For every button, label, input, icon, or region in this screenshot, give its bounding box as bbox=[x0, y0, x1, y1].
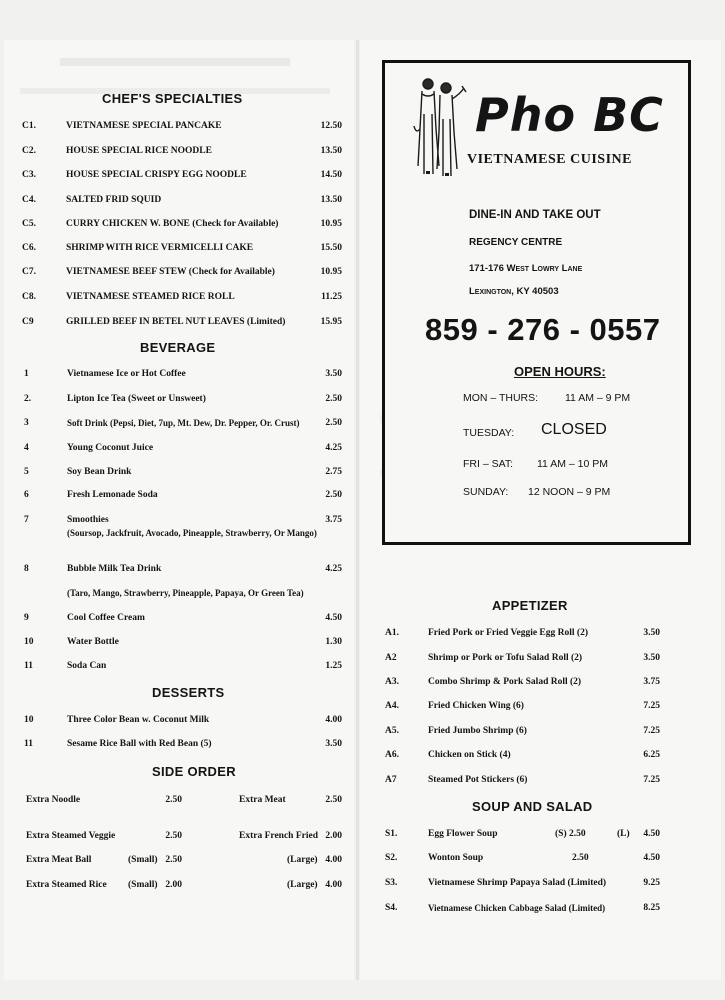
side-size: (Small) bbox=[128, 880, 158, 890]
item-name: Sesame Rice Ball with Red Bean (5) bbox=[67, 739, 212, 749]
chef-specialties-title: CHEF'S SPECIALTIES bbox=[102, 91, 243, 106]
item-name: Fried Jumbo Shrimp (6) bbox=[428, 726, 527, 736]
item-name: HOUSE SPECIAL CRISPY EGG NOODLE bbox=[66, 170, 247, 180]
item-options: (Taro, Mango, Strawberry, Pineapple, Papaya, Or Green Tea) bbox=[67, 588, 304, 598]
item-code: 7 bbox=[24, 515, 29, 525]
side-price: 2.50 bbox=[165, 795, 182, 805]
item-price: 4.25 bbox=[325, 564, 342, 574]
item-name: VIETNAMESE STEAMED RICE ROLL bbox=[66, 292, 235, 302]
item-code: C5. bbox=[22, 219, 36, 229]
item-name: VIETNAMESE BEEF STEW (Check for Available) bbox=[66, 267, 275, 277]
item-code: 5 bbox=[24, 467, 29, 477]
soup-salad-title: SOUP AND SALAD bbox=[472, 799, 593, 814]
item-price: 3.75 bbox=[325, 515, 342, 525]
item-code: 2. bbox=[24, 394, 32, 404]
side-size: (Large) bbox=[287, 880, 318, 890]
item-name: Shrimp or Pork or Tofu Salad Roll (2) bbox=[428, 653, 583, 663]
item-small-price: 2.50 bbox=[572, 853, 589, 863]
item-small-price: (S) 2.50 bbox=[555, 829, 586, 839]
item-code: C2. bbox=[22, 146, 36, 156]
item-price: 6.25 bbox=[643, 750, 660, 760]
item-code: A7 bbox=[385, 775, 397, 785]
item-price: 9.25 bbox=[643, 878, 660, 888]
item-price: 3.50 bbox=[325, 739, 342, 749]
item-code: S4. bbox=[385, 903, 398, 913]
item-name: CURRY CHICKEN W. BONE (Check for Available) bbox=[66, 219, 279, 229]
item-name: Vietnamese Ice or Hot Coffee bbox=[67, 369, 186, 379]
item-name: HOUSE SPECIAL RICE NOODLE bbox=[66, 146, 212, 156]
item-price: 2.75 bbox=[325, 467, 342, 477]
item-code: 10 bbox=[24, 715, 34, 725]
item-price: 1.25 bbox=[325, 661, 342, 671]
item-code: C4. bbox=[22, 195, 36, 205]
hours-time: 11 AM – 9 PM bbox=[565, 392, 631, 404]
item-price: 12.50 bbox=[320, 121, 342, 131]
city-address: Lexington, KY 40503 bbox=[469, 286, 559, 297]
item-price: 3.50 bbox=[643, 653, 660, 663]
hours-day: TUESDAY: bbox=[463, 427, 515, 439]
item-name: SHRIMP WITH RICE VERMICELLI CAKE bbox=[66, 243, 254, 253]
item-name: Young Coconut Juice bbox=[67, 443, 154, 453]
item-name: Lipton Ice Tea (Sweet or Unsweet) bbox=[67, 394, 206, 404]
side-name: Extra Steamed Veggie bbox=[26, 831, 116, 841]
item-code: 3 bbox=[24, 418, 29, 428]
item-code: S1. bbox=[385, 829, 398, 839]
item-name: Combo Shrimp & Pork Salad Roll (2) bbox=[428, 677, 582, 687]
side-price: 2.00 bbox=[325, 831, 342, 841]
item-code: 11 bbox=[24, 739, 33, 749]
item-name: Bubble Milk Tea Drink bbox=[67, 564, 162, 574]
item-code: A6. bbox=[385, 750, 399, 760]
beverage-title: BEVERAGE bbox=[140, 340, 216, 355]
item-price: 2.50 bbox=[325, 490, 342, 500]
item-name: Three Color Bean w. Coconut Milk bbox=[67, 715, 210, 725]
desserts-title: DESSERTS bbox=[152, 685, 225, 700]
item-name: Fresh Lemonade Soda bbox=[67, 490, 158, 500]
item-code: 11 bbox=[24, 661, 33, 671]
side-size: (Large) bbox=[287, 855, 318, 865]
item-price: 14.50 bbox=[320, 170, 342, 180]
item-name: Wonton Soup bbox=[428, 853, 484, 863]
item-price: 15.95 bbox=[320, 317, 342, 327]
item-code: C8. bbox=[22, 292, 36, 302]
service-line: DINE-IN AND TAKE OUT bbox=[469, 209, 601, 221]
item-price: 7.25 bbox=[643, 775, 660, 785]
centre-name: REGENCY CENTRE bbox=[469, 237, 563, 248]
item-price: 3.50 bbox=[643, 628, 660, 638]
item-name: Fried Chicken Wing (6) bbox=[428, 701, 524, 711]
hours-time: 12 NOON – 9 PM bbox=[528, 486, 611, 498]
item-price: 2.50 bbox=[325, 394, 342, 404]
item-options: (Soursop, Jackfruit, Avocado, Pineapple, Strawberry, Or Mango) bbox=[67, 528, 317, 538]
item-code: C3. bbox=[22, 170, 36, 180]
fold-line bbox=[356, 40, 359, 980]
item-code: S3. bbox=[385, 878, 398, 888]
hours-day: FRI – SAT: bbox=[463, 458, 513, 470]
side-price: 4.00 bbox=[325, 855, 342, 865]
phone-number[interactable]: 859 - 276 - 0557 bbox=[425, 312, 661, 347]
item-price: 2.50 bbox=[325, 418, 342, 428]
item-code: C1. bbox=[22, 121, 36, 131]
item-name: Soft Drink (Pepsi, Diet, 7up, Mt. Dew, Dr. Pepper, Or. Crust) bbox=[67, 418, 300, 428]
street-address: 171-176 West Lowry Lane bbox=[469, 263, 583, 274]
side-price: 2.50 bbox=[165, 855, 182, 865]
item-price: 13.50 bbox=[320, 195, 342, 205]
item-code: A3. bbox=[385, 677, 399, 687]
item-code: 4 bbox=[24, 443, 29, 453]
cuisine-subtitle: VIETNAMESE CUISINE bbox=[467, 152, 632, 167]
side-order-title: SIDE ORDER bbox=[152, 764, 236, 779]
item-name: Soda Can bbox=[67, 661, 107, 671]
item-price: 10.95 bbox=[320, 267, 342, 277]
item-name: Vietnamese Shrimp Papaya Salad (Limited) bbox=[428, 878, 607, 888]
item-price: 3.75 bbox=[643, 677, 660, 687]
item-name: GRILLED BEEF IN BETEL NUT LEAVES (Limited) bbox=[66, 317, 286, 327]
restaurant-logo: Pho BC bbox=[475, 88, 664, 142]
item-large-label: (L) bbox=[617, 829, 630, 839]
side-name: Extra French Fried bbox=[239, 831, 318, 841]
item-code: A2 bbox=[385, 653, 397, 663]
side-price: 2.50 bbox=[325, 795, 342, 805]
item-name: Water Bottle bbox=[67, 637, 119, 647]
hours-time: 11 AM – 10 PM bbox=[537, 458, 609, 470]
side-size: (Small) bbox=[128, 855, 158, 865]
item-name: Steamed Pot Stickers (6) bbox=[428, 775, 528, 785]
item-price: 1.30 bbox=[325, 637, 342, 647]
hours-day: SUNDAY: bbox=[463, 486, 509, 498]
item-price: 3.50 bbox=[325, 369, 342, 379]
item-name: Vietnamese Chicken Cabbage Salad (Limited) bbox=[428, 903, 606, 913]
side-name: Extra Steamed Rice bbox=[26, 880, 107, 890]
item-price: 15.50 bbox=[320, 243, 342, 253]
item-code: C7. bbox=[22, 267, 36, 277]
side-name: Extra Meat Ball bbox=[26, 855, 92, 865]
item-price: 7.25 bbox=[643, 726, 660, 736]
side-price: 4.00 bbox=[325, 880, 342, 890]
two-ladies-ao-dai-icon bbox=[412, 74, 468, 178]
side-name: Extra Meat bbox=[239, 795, 286, 805]
item-price: 4.50 bbox=[325, 613, 342, 623]
item-code: A1. bbox=[385, 628, 399, 638]
item-code: 6 bbox=[24, 490, 29, 500]
item-price: 4.25 bbox=[325, 443, 342, 453]
open-hours-title: OPEN HOURS: bbox=[514, 364, 606, 379]
hours-day: MON – THURS: bbox=[463, 392, 539, 404]
item-price: 11.25 bbox=[321, 292, 342, 302]
item-code: 10 bbox=[24, 637, 34, 647]
item-code: A5. bbox=[385, 726, 399, 736]
item-name: Egg Flower Soup bbox=[428, 829, 498, 839]
side-price: 2.00 bbox=[165, 880, 182, 890]
appetizer-title: APPETIZER bbox=[492, 598, 568, 613]
item-code: 9 bbox=[24, 613, 29, 623]
item-code: 8 bbox=[24, 564, 29, 574]
item-name: SALTED FRID SQUID bbox=[66, 195, 162, 205]
item-name: VIETNAMESE SPECIAL PANCAKE bbox=[66, 121, 222, 131]
item-code: 1 bbox=[24, 369, 29, 379]
item-code: S2. bbox=[385, 853, 398, 863]
item-name: Soy Bean Drink bbox=[67, 467, 132, 477]
item-price: 8.25 bbox=[643, 903, 660, 913]
item-price: 4.50 bbox=[643, 853, 660, 863]
hours-time: CLOSED bbox=[541, 421, 607, 438]
item-price: 7.25 bbox=[643, 701, 660, 711]
item-price: 13.50 bbox=[320, 146, 342, 156]
item-name: Smoothies bbox=[67, 515, 109, 525]
item-name: Cool Coffee Cream bbox=[67, 613, 145, 623]
item-code: C9 bbox=[22, 317, 34, 327]
item-code: C6. bbox=[22, 243, 36, 253]
item-name: Fried Pork or Fried Veggie Egg Roll (2) bbox=[428, 628, 588, 638]
side-name: Extra Noodle bbox=[26, 795, 81, 805]
item-price: 10.95 bbox=[320, 219, 342, 229]
item-name: Chicken on Stick (4) bbox=[428, 750, 511, 760]
item-price: 4.00 bbox=[325, 715, 342, 725]
side-price: 2.50 bbox=[165, 831, 182, 841]
item-price: 4.50 bbox=[643, 829, 660, 839]
item-code: A4. bbox=[385, 701, 399, 711]
